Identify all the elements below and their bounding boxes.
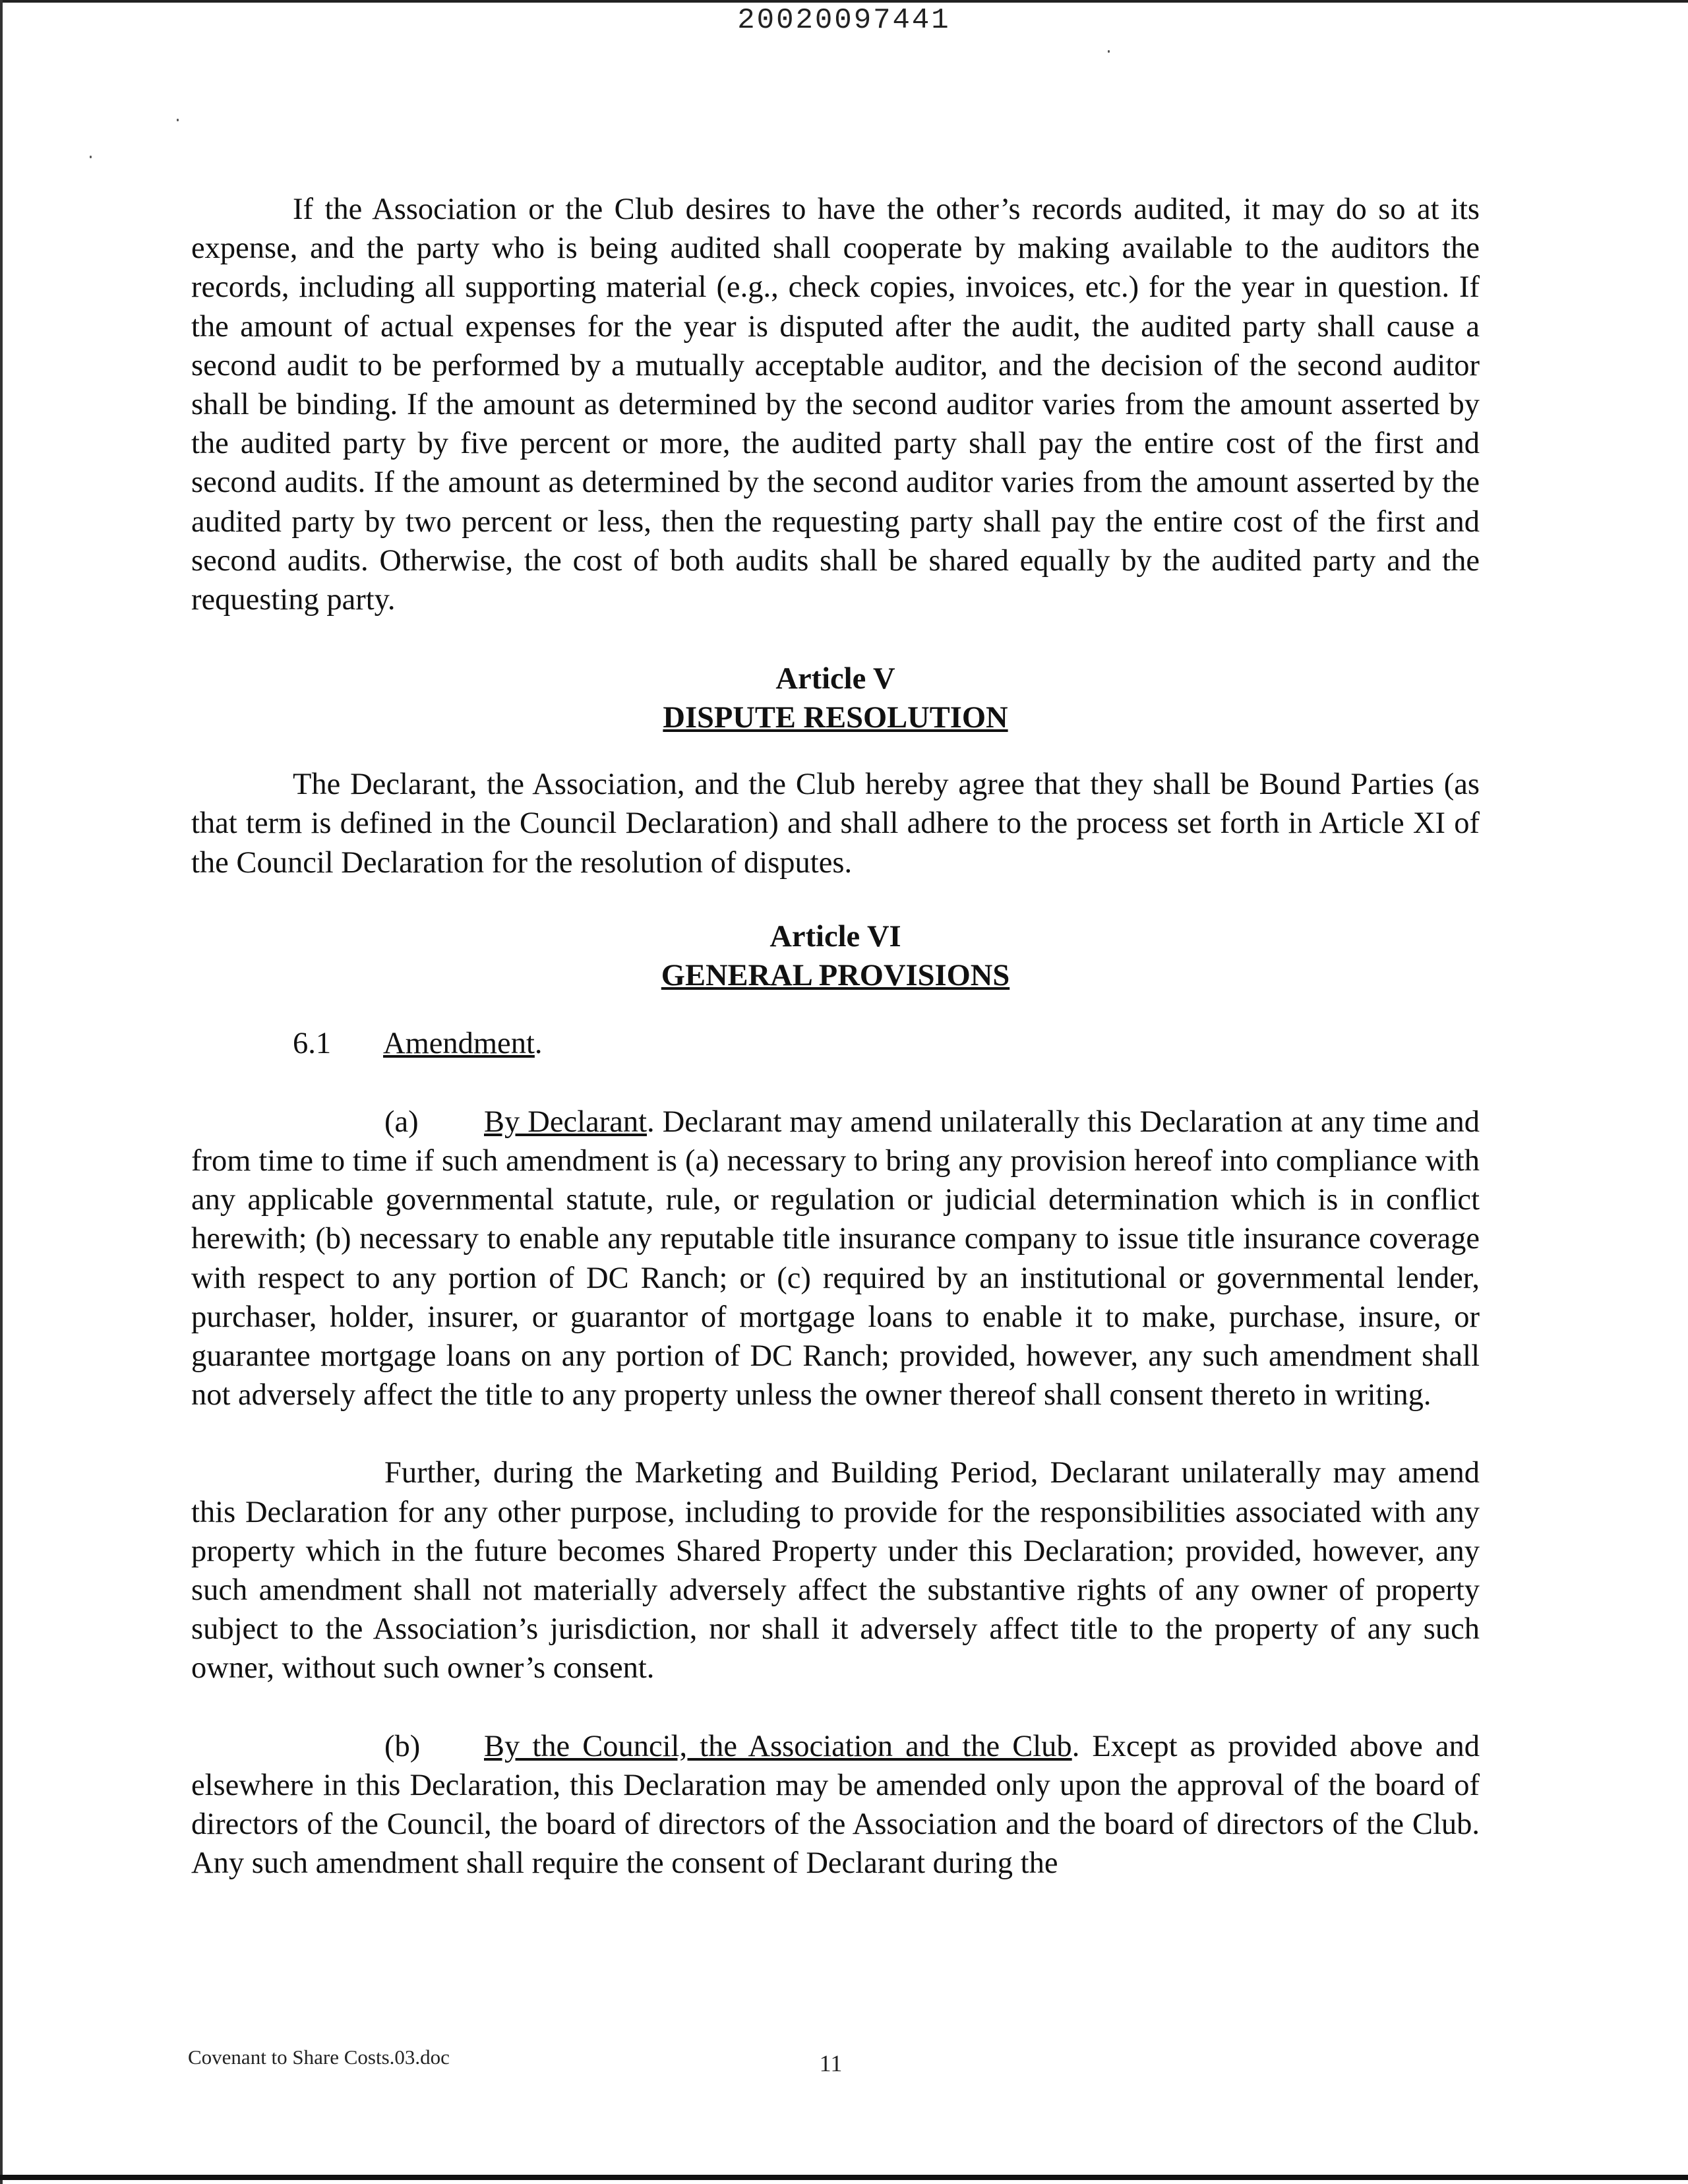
scan-speck bbox=[90, 156, 92, 158]
article-5-heading bbox=[191, 659, 1480, 737]
dispute-paragraph: The Declarant, the Association, and the Club hereby agree that they shall be Bound Parties (as that term is defined in the Council Declaration) and shall adhere to the process set forth in Article XI of the Council Declaration for the resolution of disputes. bbox=[191, 768, 1480, 880]
subsection-b-label: (b) bbox=[384, 1729, 421, 1763]
footer-filename: Covenant to Share Costs.03.doc bbox=[188, 2046, 450, 2069]
scan-top-edge bbox=[0, 0, 1688, 3]
document-number: 20020097441 bbox=[737, 4, 951, 37]
subsection-b-text: Except as provided above and elsewhere in this Declaration, this Declaration may be amended only upon the approval of the board of directors of the Council, the board of directors of the Association and the board of directors of the Club. Any such amendment shall require the consent of Declarant during the bbox=[191, 1729, 1480, 1881]
subsection-b-title: By the Council, the Association and the Club bbox=[484, 1729, 1072, 1763]
subsection-a: (a) By Declarant. Declarant may amend unilaterally this Declaration at any time and from time to time if such amendment is (a) necessary to bring any provision hereof into compliance with any applicable governmental statute, rule, or regulation or judicial determination which is in conflict herewith; (b) necessary to enable any reputable title insurance company to issue title insurance coverage with respect to any portion of DC Ranch; or (c) required by an institutional or governmental lender, purchaser, holder, insurer, or guarantor of mortgage loans to enable it to make, purchase, insure, or guarantee mortgage loans on any portion of DC Ranch; provided, however, any such amendment shall not adversely affect the title to any property unless the owner thereof shall consent thereto in writing. bbox=[191, 1103, 1480, 1415]
article-6-title: GENERAL PROVISIONS bbox=[661, 958, 1010, 992]
page-content bbox=[191, 190, 1480, 1883]
audit-paragraph: If the Association or the Club desires to have the other’s records audited, it may do so at its expense, and the party who is being audited shall cooperate by making available to the auditors the records, including all supporting material (e.g., check copies, invoices, etc.) for the year in question. If the amount of actual expenses for the year is disputed after the audit, the audited party shall cause a second audit to be performed by a mutually acceptable auditor, and the decision of the second auditor shall be binding. If the amount as determined by the second auditor varies from the amount asserted by the audited party by five percent or more, the audited party shall pay the entire cost of the first and second audits. If the amount as determined by the second auditor varies from the amount asserted by the audited party by two percent or less, then the requesting party shall pay the entire cost of the first and second audits. Otherwise, the cost of both audits shall be shared equally by the audited party and the requesting party. bbox=[191, 193, 1480, 617]
subsection-a-label: (a) bbox=[384, 1105, 419, 1139]
article-6-label: Article VI bbox=[769, 919, 901, 954]
subsection-b: (b) By the Council, the Association and the Club. Except as provided above and elsewhere in this Declaration, this Declaration may be amended only upon the approval of the board of directors of the Council, the board of directors of the Association and the board of directors of the Club. Any such amendment shall require the consent of Declarant during the bbox=[191, 1727, 1480, 1883]
section-title: Amendment bbox=[383, 1026, 535, 1060]
scan-speck bbox=[177, 119, 179, 121]
subsection-a-text: Declarant may amend unilaterally this Declaration at any time and from time to time if such amendment is (a) necessary to bring any provision hereof into compliance with any applicable governmental statute, rule, or regulation or judicial determination which is in conflict herewith; (b) necessary to enable any reputable title insurance company to issue title insurance coverage with respect to any portion of DC Ranch; or (c) required by an institutional or governmental lender, purchaser, holder, insurer, or guarantor of mortgage loans to enable it to make, purchase, insure, or guarantee mortgage loans on any portion of DC Ranch; provided, however, any such amendment shall not adversely affect the title to any property unless the owner thereof shall consent thereto in writing. bbox=[191, 1105, 1480, 1412]
section-6-1: 6.1 Amendment. bbox=[293, 1024, 1480, 1063]
section-number: 6.1 bbox=[293, 1026, 332, 1060]
scan-left-edge bbox=[0, 0, 3, 2184]
further-paragraph: Further, during the Marketing and Building Period, Declarant unilaterally may amend this Declaration for any other purpose, including to provide for the responsibilities associated with any property which in the future becomes Shared Property under this Declaration; provided, however, any such amendment shall not materially adversely affect the substantive rights of any owner of property subject to the Association’s jurisdiction, nor shall it adversely affect title to the property of any such owner, without such owner’s consent. bbox=[191, 1456, 1480, 1685]
article-6-heading bbox=[191, 917, 1480, 995]
subsection-a-title: By Declarant bbox=[484, 1105, 648, 1139]
article-5-title: DISPUTE RESOLUTION bbox=[663, 701, 1008, 735]
scan-bottom-edge bbox=[0, 2175, 1688, 2180]
scan-speck bbox=[1108, 50, 1110, 53]
page-number: 11 bbox=[819, 2050, 843, 2077]
article-5-label: Article V bbox=[775, 662, 895, 696]
